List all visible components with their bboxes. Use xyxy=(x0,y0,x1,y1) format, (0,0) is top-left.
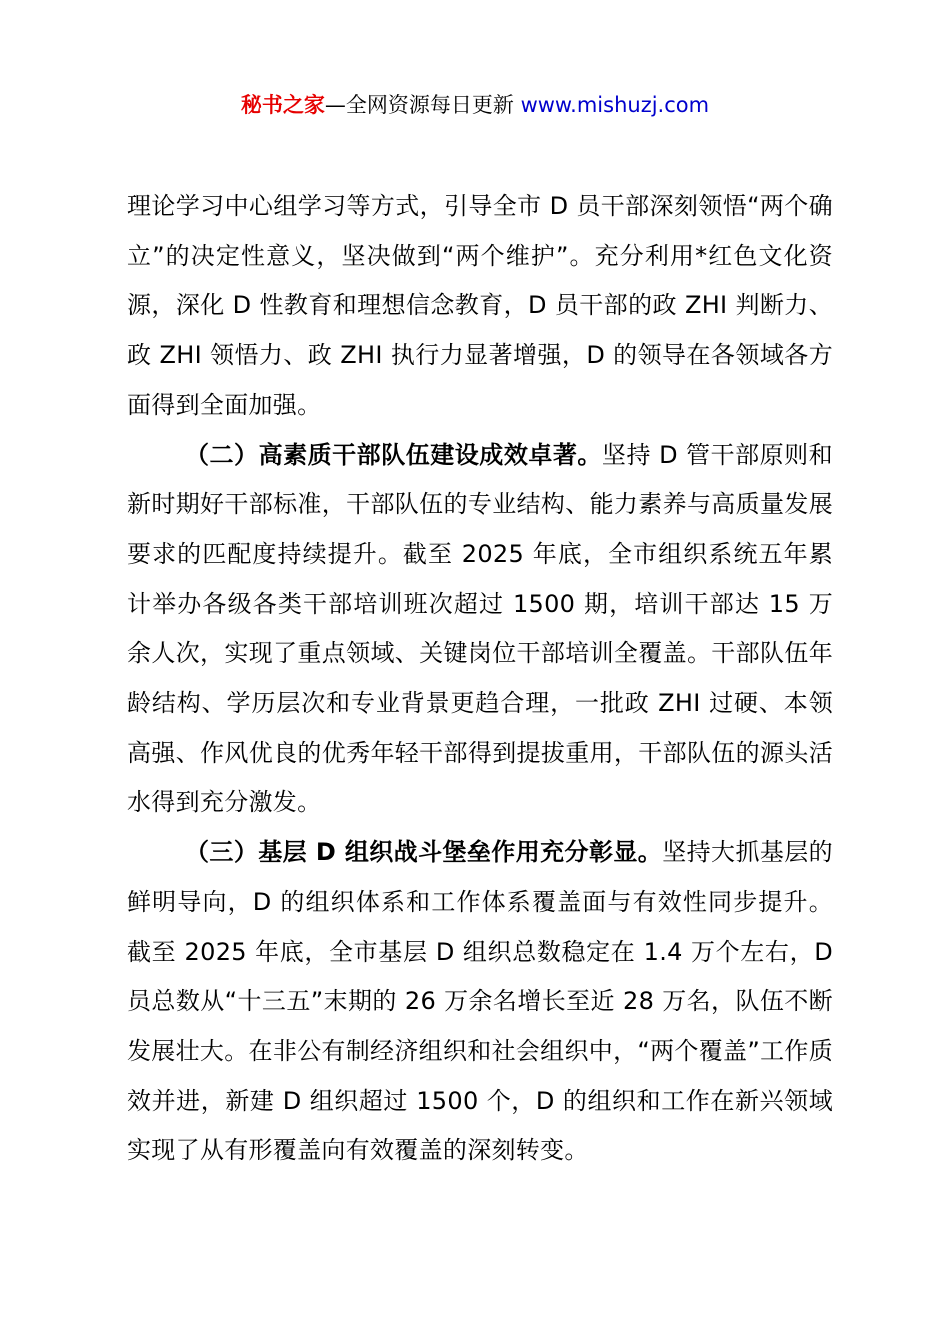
paragraph-continued xyxy=(127,182,833,431)
paragraph-heading: （二）高素质干部队伍建设成效卓著。 xyxy=(185,440,602,469)
paragraph-heading: （三）基层 D 组织战斗堡垒作用充分彰显。 xyxy=(185,838,663,867)
header-tagline: —全网资源每日更新 xyxy=(324,93,521,117)
paragraph-cadre-team xyxy=(127,431,833,829)
paragraph-text: 理论学习中心组学习等方式，引导全市 D 员干部深刻领悟“两个确立”的决定性意义，坚决做到“两个维护”。充分利用*红色文化资源，深化 D 性教育和理想信念教育，D 员干部的政 ZHI 判断力、政 ZHI 领悟力、政 ZHI 执行力显著增强，D 的领导在各领域各方面得到全面加强。 xyxy=(127,192,833,419)
brand-name: 秘书之家 xyxy=(240,93,325,117)
paragraph-grassroots xyxy=(127,828,833,1176)
paragraph-text: 坚持 D 管干部原则和新时期好干部标准，干部队伍的专业结构、能力素养与高质量发展要求的匹配度持续提升。截至 2025 年底，全市组织系统五年累计举办各级各类干部培训班次超过 1500 期，培训干部达 15 万余人次，实现了重点领域、关键岗位干部培训全覆盖。干部队伍年龄结构、学历层次和专业背景更趋合理，一批政 ZHI 过硬、本领高强、作风优良的优秀年轻干部得到提拔重用，干部队伍的源头活水得到充分激发。 xyxy=(127,440,833,817)
site-url-link[interactable]: www.mishuzj.com xyxy=(520,93,710,117)
paragraph-text: 坚持大抓基层的鲜明导向，D 的组织体系和工作体系覆盖面与有效性同步提升。截至 2025 年底，全市基层 D 组织总数稳定在 1.4 万个左右，D 员总数从“十三五”末期的 26 万余名增长至近 28 万名，队伍不断发展壮大。在非公有制经济组织和社会组织中，“两个覆盖”工作质效并进，新建 D 组织超过 1500 个，D 的组织和工作在新兴领域实现了从有形覆盖向有效覆盖的深刻转变。 xyxy=(127,838,833,1165)
document-body xyxy=(127,182,833,1176)
page-header xyxy=(0,88,950,122)
